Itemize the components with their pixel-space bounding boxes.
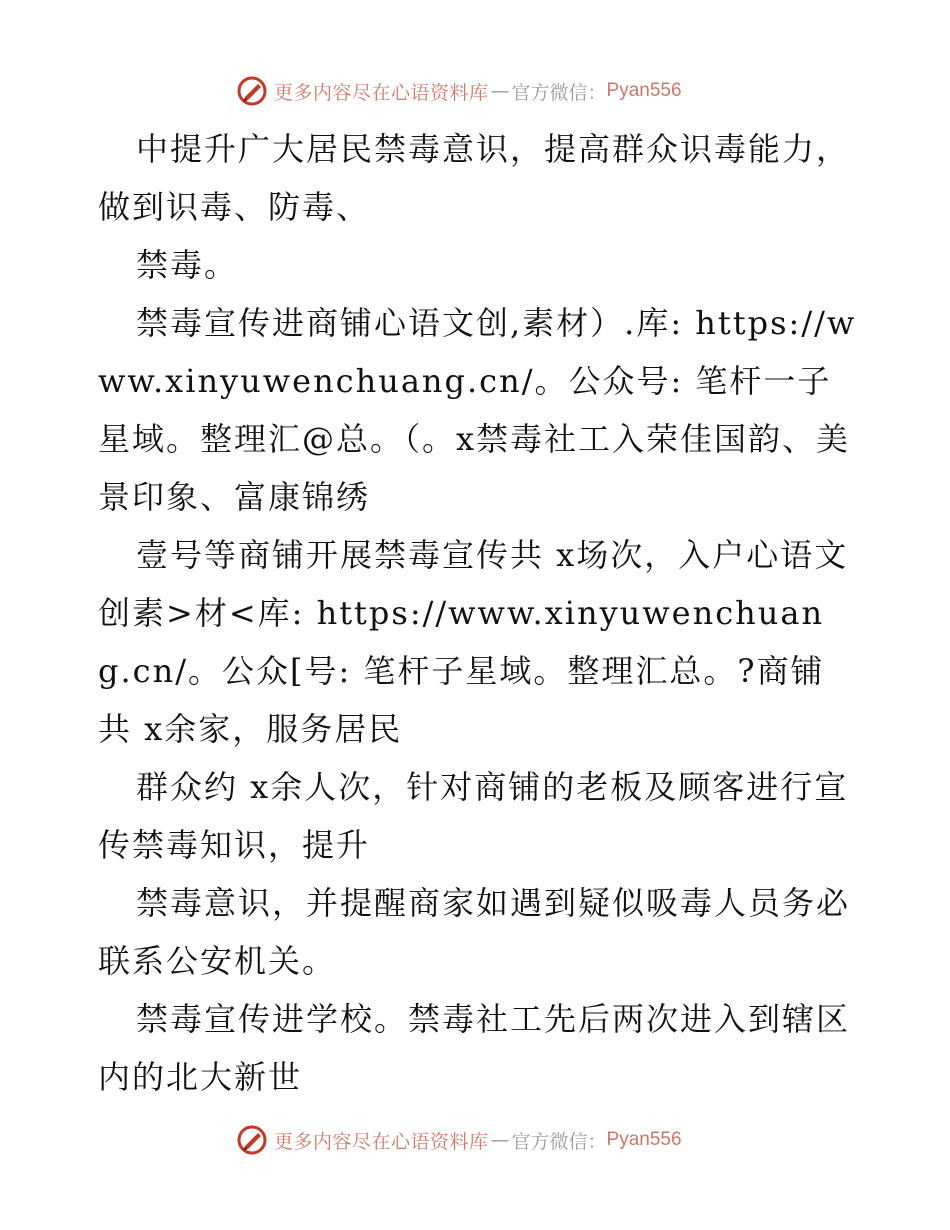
paragraph: 禁毒。	[136, 246, 239, 284]
paragraph: 禁毒宣传进学校。禁毒社工先后两次进入到辖区内的北大新世	[98, 1000, 851, 1096]
paragraph: 壹号等商铺开展禁毒宣传共 x场次，入户心语文创素>材<库: https://www.xinyuwenchuang.cn/。公众[号: 笔杆子星域。整理汇总。?商铺共 x余家，服务居民	[98, 536, 849, 748]
banner-text: 更多内容尽在心语资料库	[274, 81, 489, 104]
pen-logo-icon	[236, 75, 268, 107]
header-banner	[236, 74, 682, 108]
paragraph: 禁毒宣传进商铺心语文创,素材）.库: https://www.xinyuwenchuang.cn/。公众号: 笔杆一子星域。整理汇@总。（。x禁毒社工入荣佳国韵、美景印象、富康锦绣	[98, 304, 857, 516]
paragraph: 禁毒意识，并提醒商家如遇到疑似吸毒人员务必联系公安机关。	[98, 884, 851, 980]
paragraph: 中提升广大居民禁毒意识，提高群众识毒能力，做到识毒、防毒、	[98, 130, 851, 226]
paragraph: 群众约 x余人次，针对商铺的老板及顾客进行宣传禁毒知识，提升	[98, 768, 849, 864]
banner-dash: —	[490, 80, 510, 102]
pen-logo-icon	[236, 1124, 268, 1156]
banner-wechat-label: 官方微信：	[511, 1130, 607, 1153]
banner-wechat-id: Pyan556	[606, 80, 682, 101]
footer-banner	[236, 1123, 682, 1157]
document-body	[98, 120, 858, 1106]
banner-wechat-label: 官方微信：	[511, 81, 607, 104]
banner-dash: —	[490, 1129, 510, 1151]
banner-text: 更多内容尽在心语资料库	[274, 1130, 489, 1153]
banner-wechat-id: Pyan556	[606, 1129, 682, 1150]
